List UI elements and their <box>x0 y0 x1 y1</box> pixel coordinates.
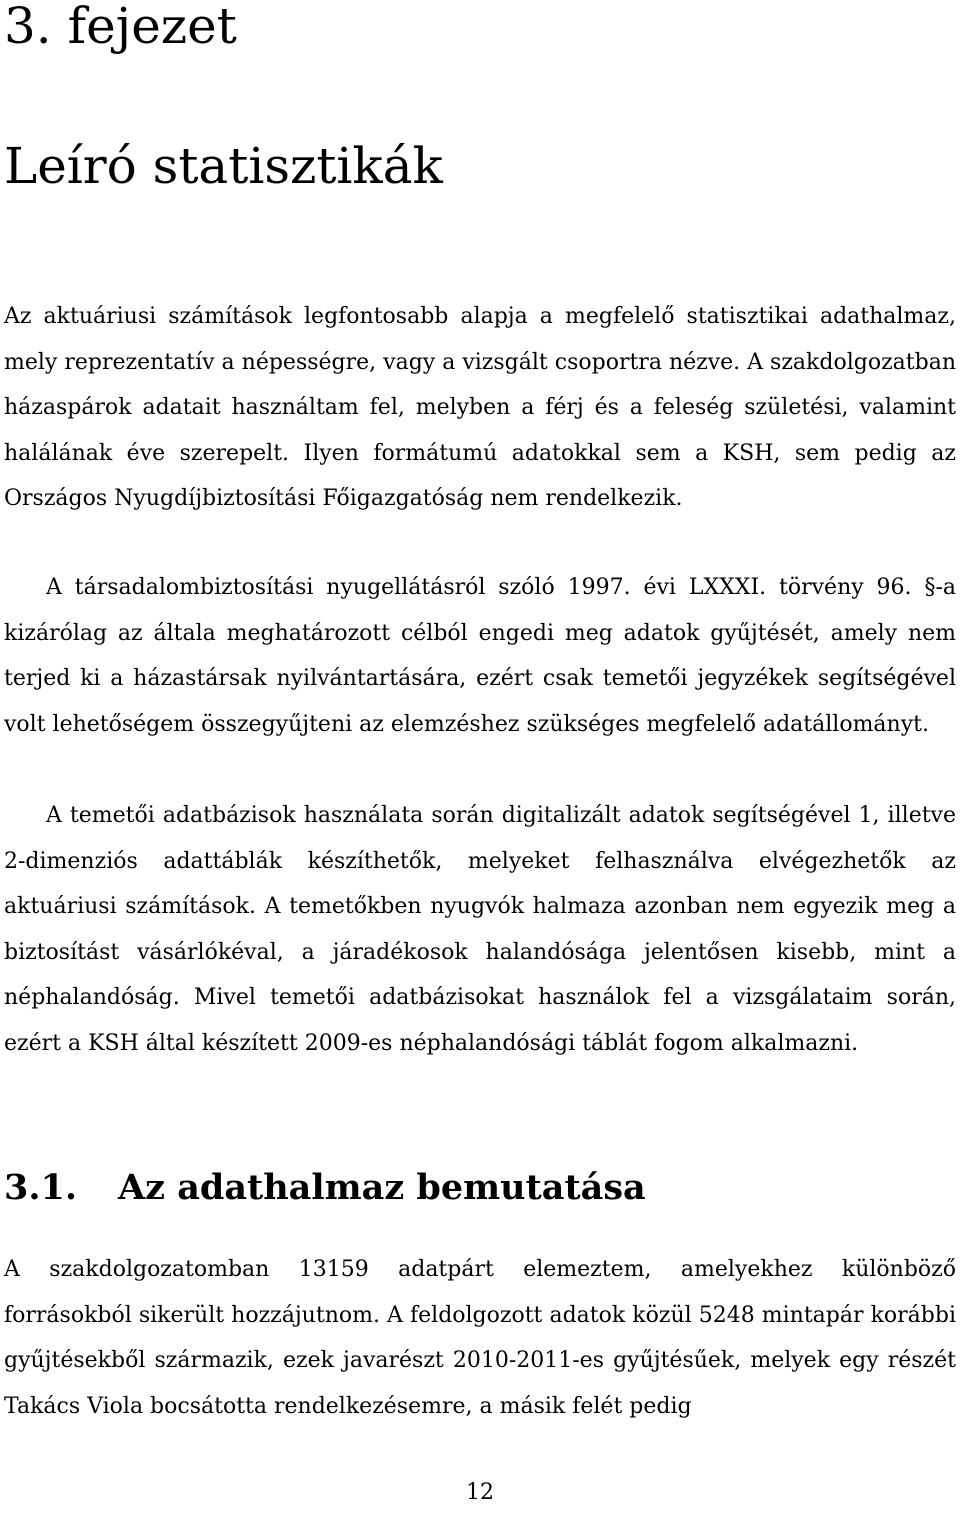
page-number: 12 <box>466 1480 494 1505</box>
section-number: 3.1. <box>4 1167 78 1208</box>
paragraph-intro: Az aktuáriusi számítások legfontosabb alapja a megfelelő statisztikai adathalmaz, mely reprezentatív a népességre, vagy a vizsgált csoportra nézve. A szakdolgozatban házaspárok adatait használtam fel, melyben a férj és a feleség születési, valamint halálának éve szerepelt. Ilyen formátumú adatokkal sem a KSH, sem pedig az Országos Nyugdíjbiztosítási Főigazgatóság nem rendelkezik. <box>4 304 956 512</box>
section-heading <box>4 1163 646 1213</box>
paragraph-dataset: A szakdolgozatomban 13159 adatpárt elemeztem, amelyekhez különböző forrásokból sikerült hozzájutnom. A feldolgozott adatok közül 5248 mintapár korábbi gyűjtésekből származik, ezek javarészt 2010-2011-es gyűjtésűek, melyek egy részét Takács Viola bocsátotta rendelkezésemre, a másik felét pedig <box>4 1257 956 1419</box>
paragraph-cemetery-data: A temetői adatbázisok használata során digitalizált adatok segítségével 1, illetve 2-dimenziós adattáblák készíthetők, melyeket felhasználva elvégezhetők az aktuáriusi számítások. A temetőkben nyugvók halmaza azonban nem egyezik meg a biztosítást vásárlókéval, a járadékosok halandósága jelentősen kisebb, mint a néphalandóság. Mivel temetői adatbázisokat használok fel a vizsgálataim során, ezért a KSH által készített 2009-es néphalandósági táblát fogom alkalmazni. <box>4 803 956 1056</box>
section-title: Az adathalmaz bemutatása <box>118 1167 646 1208</box>
paragraph-law: A társadalombiztosítási nyugellátásról szóló 1997. évi LXXXI. törvény 96. §-a kizárólag az általa meghatározott célból engedi meg adatok gyűjtését, amely nem terjed ki a házastársak nyilvántartására, ezért csak temetői jegyzékek segítségével volt lehetőségem összegyűjteni az elemzéshez szükséges megfelelő adatállományt. <box>4 575 956 737</box>
document-page <box>4 0 956 1518</box>
chapter-title: Leíró statisztikák <box>4 137 443 195</box>
chapter-label: 3. fejezet <box>4 0 237 55</box>
